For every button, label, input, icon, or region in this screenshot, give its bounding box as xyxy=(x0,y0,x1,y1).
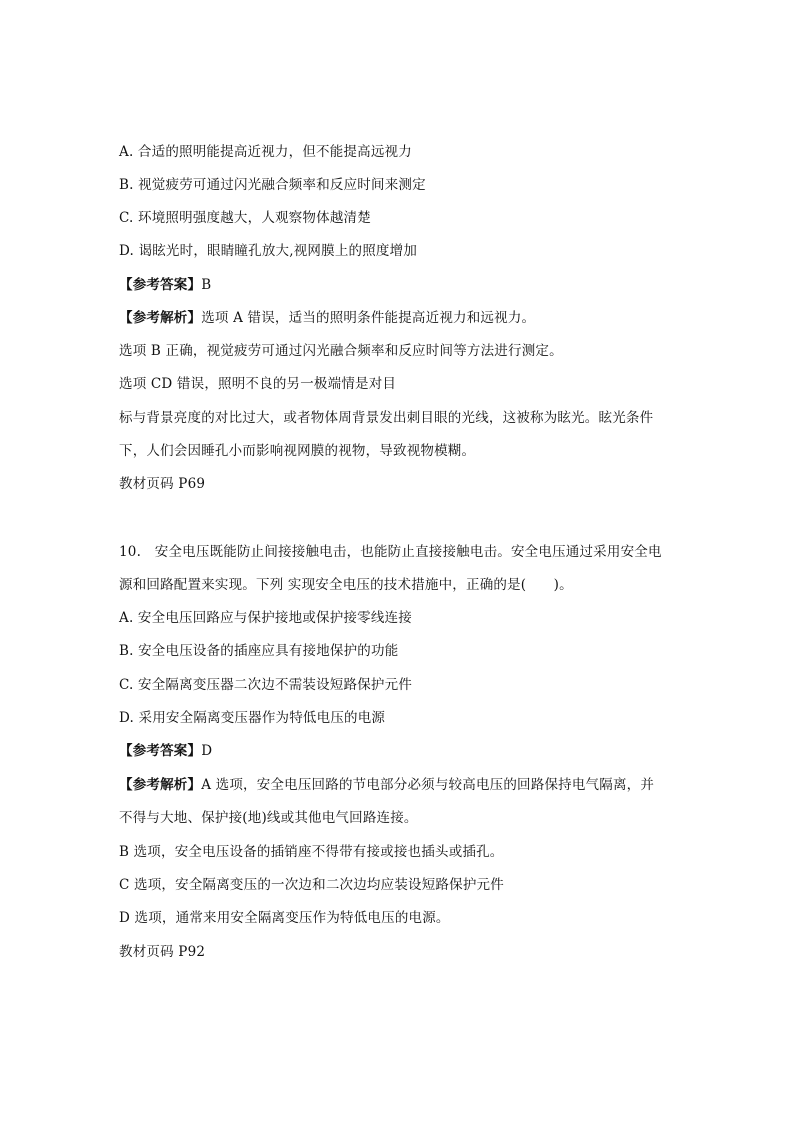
q10-answer-label: 【参考答案】 xyxy=(119,743,202,759)
q10-analysis-2: 不得与大地、保护接(地)线或其他电气回路连接。 xyxy=(119,810,418,826)
q10-analysis-1 xyxy=(119,776,679,794)
q10-option-b: B. 安全电压设备的插座应具有接地保护的功能 xyxy=(119,643,399,659)
q10-analysis-4: C 选项，安全隔离变压的一次边和二次边均应装设短路保护元件 xyxy=(119,877,504,893)
q10-option-d: D. 采用安全隔离变压器作为特低电压的电源 xyxy=(119,710,386,726)
q9-option-d: D. 谒眩光时，眼睛瞳孔放大,视网膜上的照度增加 xyxy=(119,243,418,259)
q9-analysis-5: 下，人们会因睡孔小而影响视网膜的视物，导致视物模糊。 xyxy=(119,443,476,459)
q9-answer-value: B xyxy=(201,277,212,293)
q10-option-a: A. 安全电压回路应与保护接地或保护接零线连接 xyxy=(119,610,412,626)
q10-answer-value: D xyxy=(201,743,213,759)
q9-option-b: B. 视觉疲劳可通过闪光融合频率和反应时间来测定 xyxy=(119,177,426,193)
q10-analysis-3: B 选项，安全电压设备的插销座不得带有接或接也插头或插孔。 xyxy=(119,844,504,860)
q9-answer xyxy=(119,276,679,294)
q10-analysis-text-1: A 选项，安全电压回路的节电部分必须与较高电压的回路保持电气隔离，并 xyxy=(201,777,655,793)
q10-answer xyxy=(119,742,679,760)
q10-page-ref: 教材页码 P92 xyxy=(119,944,206,960)
q9-answer-label: 【参考答案】 xyxy=(119,277,202,293)
q10-analysis-label: 【参考解析】 xyxy=(119,777,202,793)
q10-stem-1: 10. 安全电压既能防止间接接触电击，也能防止直接接触电击。安全电压通过采用安全电 xyxy=(119,544,662,560)
q9-option-a: A. 合适的照明能提高近视力，但不能提高远视力 xyxy=(119,144,412,160)
q9-analysis-2: 选项 B 正确，视觉疲劳可通过闪光融合频率和反应时间等方法进行测定。 xyxy=(119,343,563,359)
q9-analysis-label: 【参考解析】 xyxy=(119,310,202,326)
q9-analysis-1 xyxy=(119,309,679,327)
q9-analysis-4: 标与背景亮度的对比过大，或者物体周背景发出刺目眼的光线，这被称为眩光。眩光条件 xyxy=(119,410,654,426)
q9-analysis-text-1: 选项 A 错误，适当的照明条件能提高近视力和远视力。 xyxy=(201,310,536,326)
q9-option-c: C. 环境照明强度越大，人观察物体越清楚 xyxy=(119,210,371,226)
q10-option-c: C. 安全隔离变压器二次边不需装设短路保护元件 xyxy=(119,677,413,693)
q9-analysis-3: 选项 CD 错误，照明不良的另一极端情是对目 xyxy=(119,376,397,392)
q10-stem-2: 源和回路配置来实现。下列 实现安全电压的技术措施中，正确的是( )。 xyxy=(119,577,573,593)
q10-analysis-5: D 选项，通常来用安全隔离变压作为特低电压的电源。 xyxy=(119,910,450,926)
q9-page-ref: 教材页码 P69 xyxy=(119,476,206,492)
